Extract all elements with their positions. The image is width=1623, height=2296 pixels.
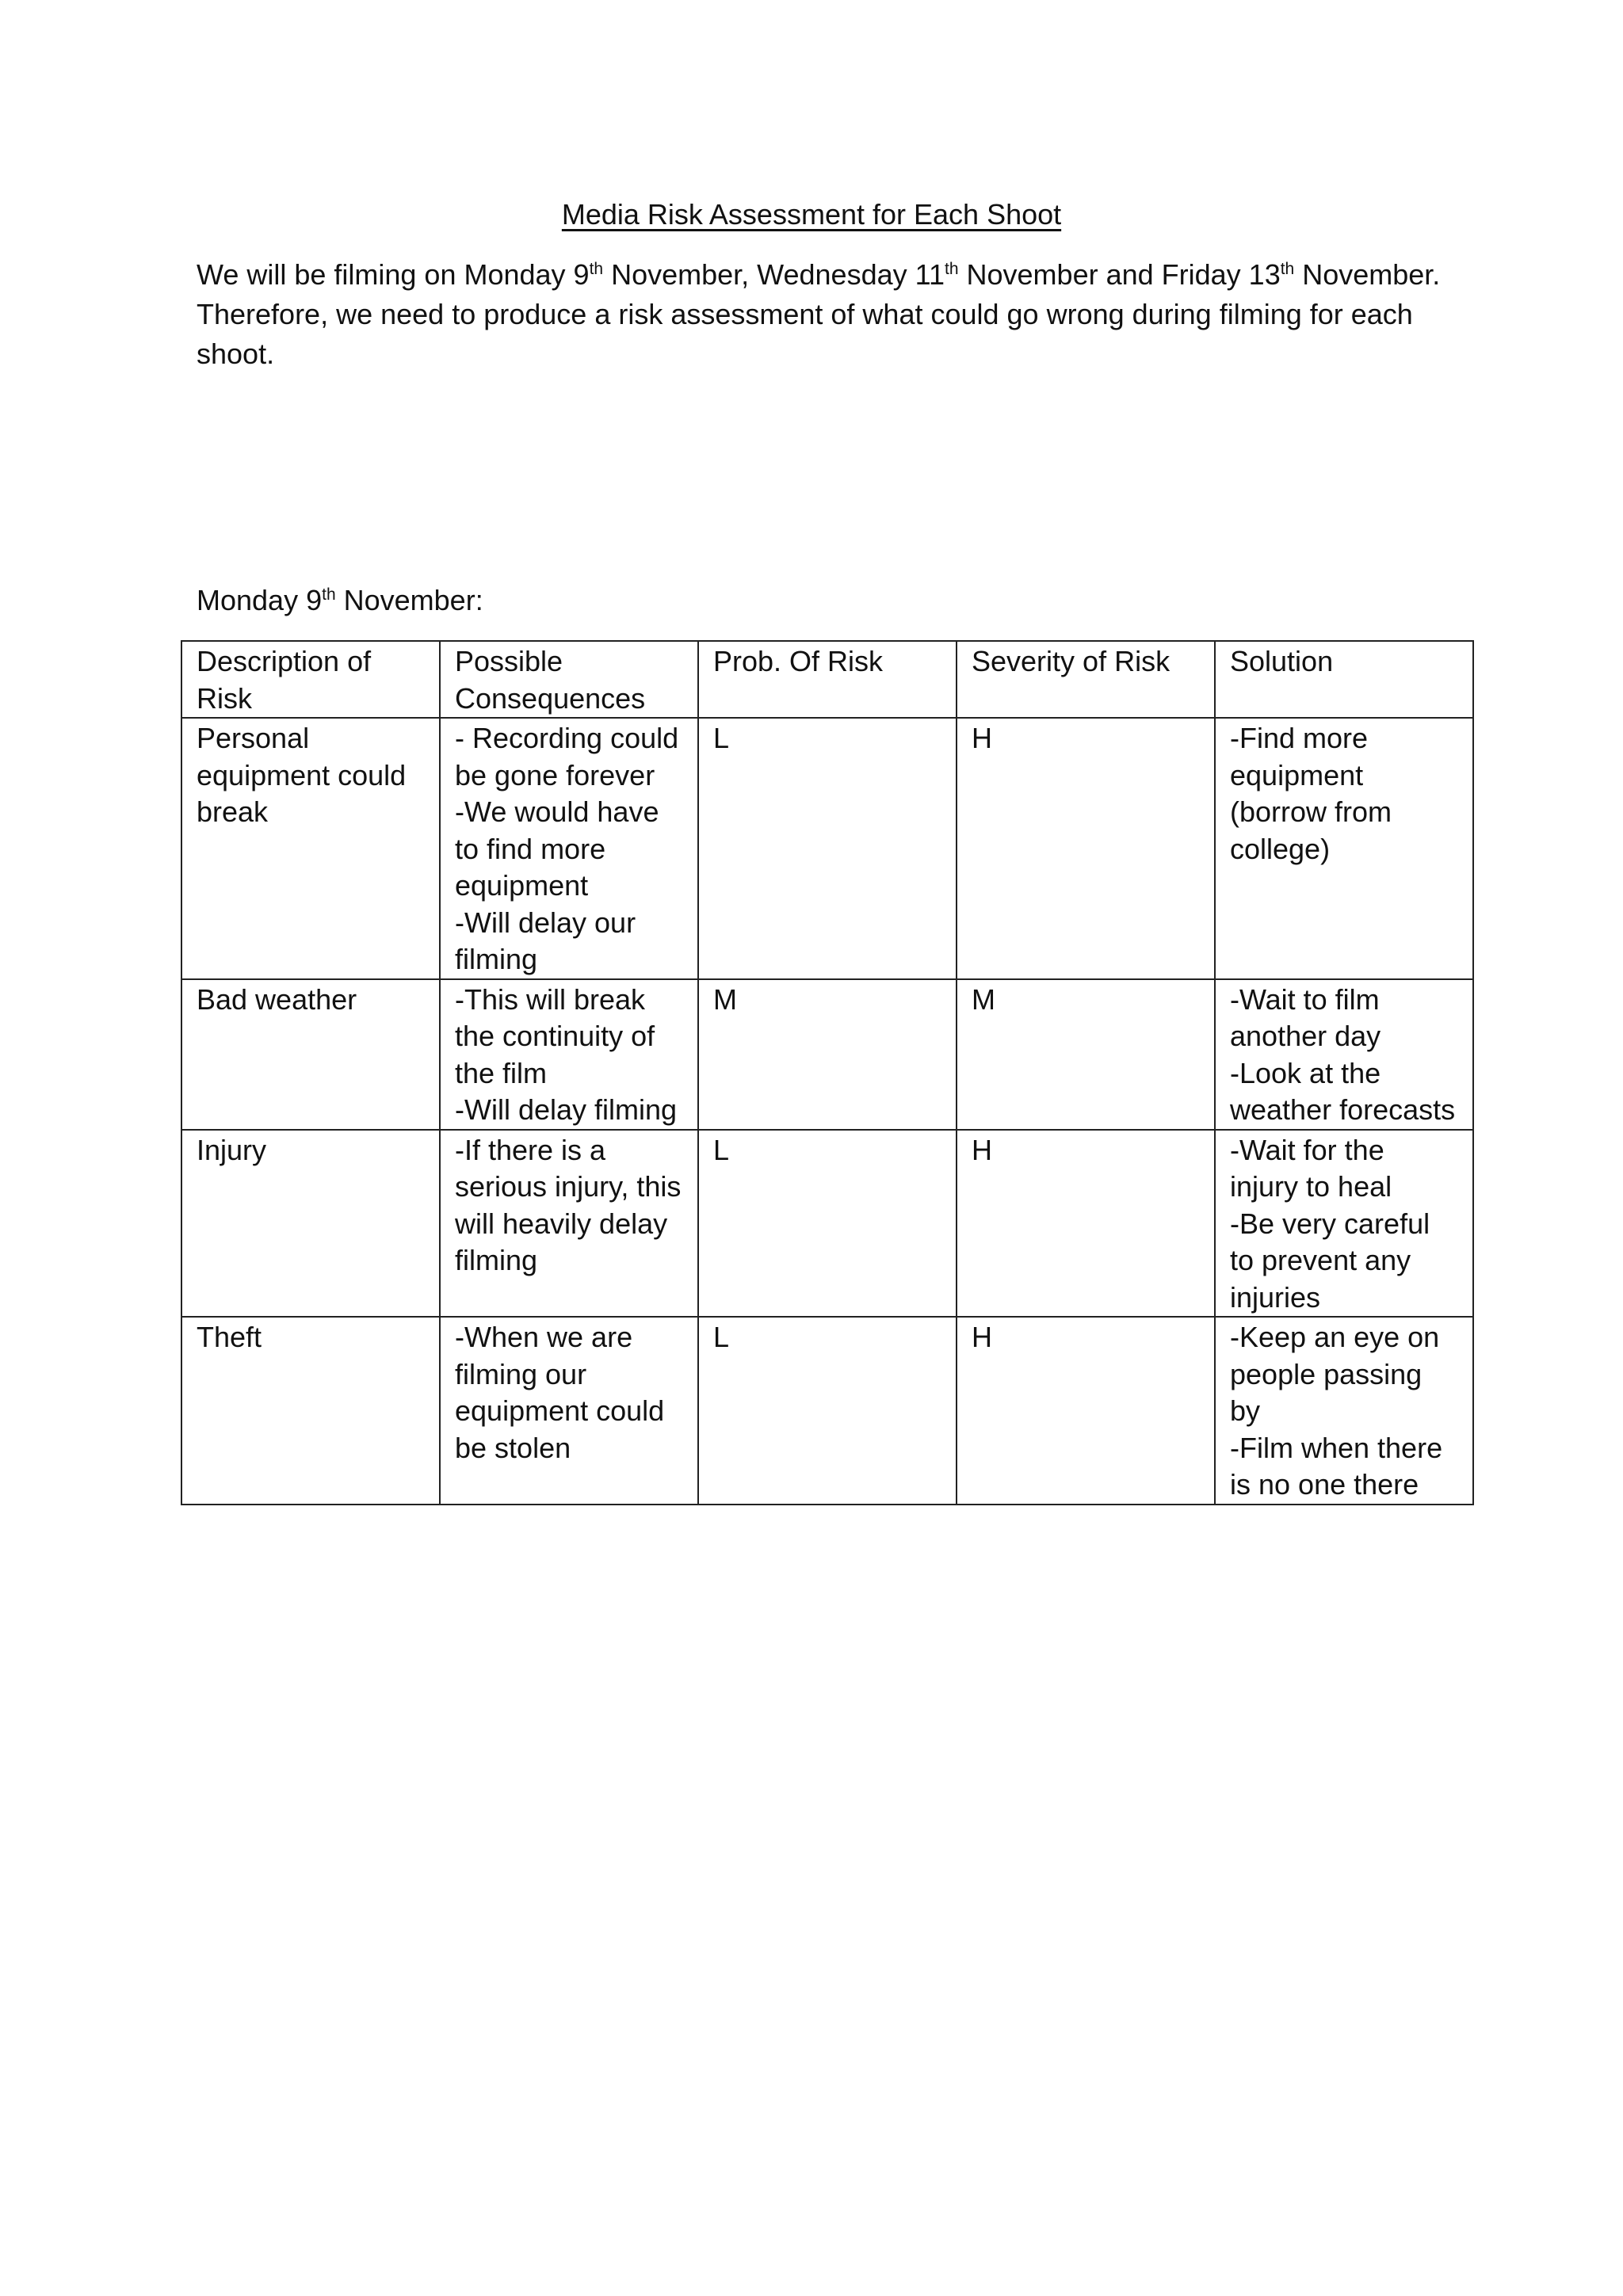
risk-table	[181, 640, 1474, 1505]
cell-probability: L	[698, 718, 957, 979]
table-row	[181, 718, 1473, 979]
cell-risk: Bad weather	[181, 979, 440, 1130]
cell-probability: L	[698, 1317, 957, 1505]
table-row	[181, 1130, 1473, 1318]
cell-probability: M	[698, 979, 957, 1130]
cell-solution: -Wait for the injury to heal -Be very careful to prevent any injuries	[1215, 1130, 1473, 1318]
cell-severity: H	[957, 1317, 1215, 1505]
header-solution: Solution	[1215, 641, 1473, 718]
cell-solution: -Keep an eye on people passing by -Film when there is no one there	[1215, 1317, 1473, 1505]
header-severity: Severity of Risk	[957, 641, 1215, 718]
intro-paragraph	[197, 255, 1449, 374]
cell-risk: Personal equipment could break	[181, 718, 440, 979]
section-day: Monday 9	[197, 584, 323, 616]
header-consequences: Possible Consequences	[440, 641, 698, 718]
intro-superscript-2: th	[945, 260, 959, 278]
intro-text-3: November and Friday 13	[958, 258, 1281, 291]
table-row	[181, 1317, 1473, 1505]
section-rest: November:	[335, 584, 483, 616]
cell-consequences: -When we are filming our equipment could be stolen	[440, 1317, 698, 1505]
intro-text-4: November. Therefore, we need to produce a risk assessment of what could go wrong during filming for each shoot.	[197, 258, 1441, 370]
cell-probability: L	[698, 1130, 957, 1318]
cell-severity: H	[957, 718, 1215, 979]
intro-text-1: We will be filming on Monday 9	[197, 258, 590, 291]
table-header-row	[181, 641, 1473, 718]
cell-consequences: -This will break the continuity of the film -Will delay filming	[440, 979, 698, 1130]
cell-consequences: - Recording could be gone forever -We would have to find more equipment -Will delay our filming	[440, 718, 698, 979]
cell-solution: -Find more equipment (borrow from college)	[1215, 718, 1473, 979]
section-superscript: th	[322, 585, 336, 604]
cell-risk: Injury	[181, 1130, 440, 1318]
document-title: Media Risk Assessment for Each Shoot	[561, 198, 1062, 231]
intro-text-2: November, Wednesday 11	[603, 258, 945, 291]
section-heading	[197, 581, 483, 620]
header-probability: Prob. Of Risk	[698, 641, 957, 718]
cell-risk: Theft	[181, 1317, 440, 1505]
intro-superscript-3: th	[1280, 260, 1295, 278]
cell-severity: H	[957, 1130, 1215, 1318]
table-row	[181, 979, 1473, 1130]
header-description: Description of Risk	[181, 641, 440, 718]
intro-superscript-1: th	[589, 260, 604, 278]
cell-solution: -Wait to film another day -Look at the weather forecasts	[1215, 979, 1473, 1130]
cell-consequences: -If there is a serious injury, this will heavily delay filming	[440, 1130, 698, 1318]
cell-severity: M	[957, 979, 1215, 1130]
